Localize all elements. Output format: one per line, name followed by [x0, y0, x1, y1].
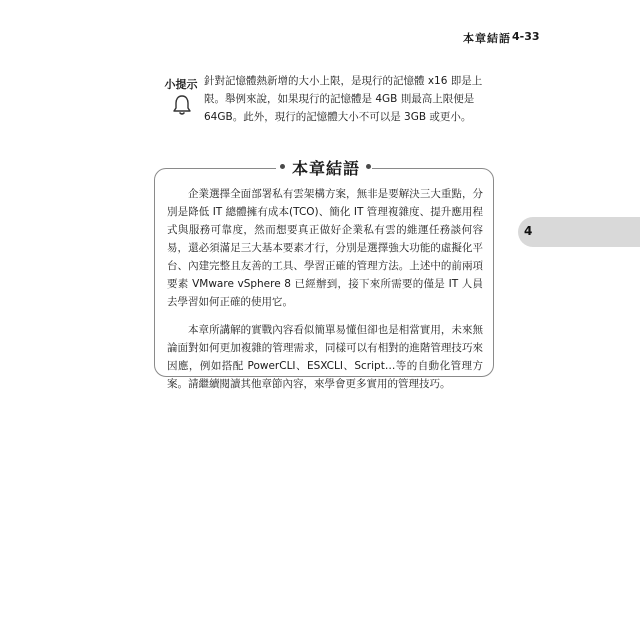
bell-icon: [172, 94, 192, 116]
summary-title-dot-left: [280, 164, 285, 169]
summary-paragraph-2: 本章所講解的實戰內容看似簡單易懂但卻也是相當實用，未來無論面對如何更加複雜的管理需求，同樣可以有相對的進階管理技巧來因應，例如搭配 PowerCLI、ESXCLI、Script…等的自動化管理方案。請繼續閱讀其他章節內容，來學會更多實用的管理技巧。: [167, 324, 483, 390]
summary-title-dot-right: [366, 164, 371, 169]
summary-title: 本章結語: [291, 159, 360, 178]
tip-text: 針對記憶體熱新增的大小上限，是現行的記憶體 x16 即是上限。舉例來說，如果現行的記憶體是 4GB 則最高上限便是 64GB。此外，現行的記憶體大小不可以是 3GB 或更小。: [204, 75, 483, 123]
summary-paragraph-1: 企業選擇全面部署私有雲架構方案，無非是要解決三大重點，分別是降低 IT 總體擁有成本(TCO)、簡化 IT 管理複雜度、提升應用程式與服務可靠度，然而想要真正做好企業私有雲的維運任務談何容易，還必須滿足三大基本要素才行，分別是選擇強大功能的虛擬化平台、內建完整且友善的工具、學習正確的管理方法。上述中的前兩項要素 VMware vSphere 8 已經辦到，接下來所需要的僅是 IT 人員去學習如何正確的使用它。: [167, 188, 483, 308]
chapter-tab-number: 4: [524, 224, 533, 238]
summary-body: [167, 185, 483, 403]
chapter-tab: [518, 217, 640, 247]
page-number: 4-33: [512, 30, 540, 43]
tip-label: 小提示: [164, 78, 198, 91]
running-header-title: 本章結語: [463, 32, 511, 45]
